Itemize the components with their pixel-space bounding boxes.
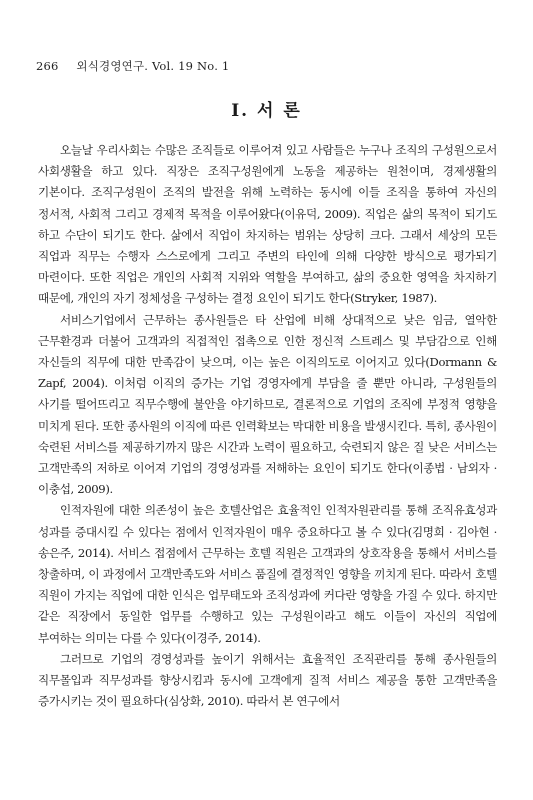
- paragraph-2: 서비스기업에서 근무하는 종사원들은 타 산업에 비해 상대적으로 낮은 임금, 열악한 근무환경과 더불어 고객과의 직접적인 접촉으로 인한 정신적 스트레스 및 부담감으로 인해 자신들의 직무에 대한 만족감이 낮으며, 이는 높은 이직의도로 이어지고 있다(Dormann & Zapf, 2004). 이처럼 이직의 증가는 기업 경영자에게 부담을 줄 뿐만 아니라, 구성원들의 사기를 떨어뜨리고 직무수행에 불안을 야기하므로, 결론적으로 기업의 조직에 부정적 영향을 미치게 된다. 또한 종사원의 이직에 따른 인력확보는 막대한 비용을 발생시킨다. 특히, 종사원이 숙련된 서비스를 제공하기까지 많은 시간과 노력이 필요하고, 숙련되지 않은 질 낮은 서비스는 고객만족의 저하로 이어져 기업의 경영성과를 저해하는 요인이 되기도 한다(이종법 · 남외자 · 이충섭, 2009).: [38, 312, 497, 497]
- page-number: 266: [36, 59, 59, 73]
- section-title: Ⅰ. 서 론: [231, 101, 302, 121]
- paragraph-3: 인적자원에 대한 의존성이 높은 호텔산업은 효율적인 인적자원관리를 통해 조직유효성과 성과를 증대시킬 수 있다는 점에서 인적자원이 매우 중요하다고 볼 수 있다(김명희 · 김아현 · 송은주, 2014). 서비스 접점에서 근무하는 호텔 직원은 고객과의 상호작용을 통해서 서비스를 창출하며, 이 과정에서 고객만족도와 서비스 품질에 결정적인 영향을 끼치게 된다. 따라서 호텔 직원이 가지는 직업에 대한 인식은 업무태도와 조직성과에 커다란 영향을 가질 수 있다. 하지만 같은 직장에서 동일한 업무를 수행하고 있는 구성원이라고 해도 이들이 자신의 직업에 부여하는 의미는 다를 수 있다(이경주, 2014).: [38, 503, 497, 645]
- body-text: [38, 140, 497, 712]
- paragraph-4: 그러므로 기업의 경영성과를 높이기 위해서는 효율적인 조직관리를 통해 종사원들의 직무몰입과 직무성과를 향상시킴과 동시에 고객에게 질적 서비스 제공을 통한 고객만족을 증가시키는 것이 필요하다(심상화, 2010). 따라서 본 연구에서: [38, 651, 497, 709]
- paragraph-1: 오늘날 우리사회는 수많은 조직들로 이루어져 있고 사람들은 누구나 조직의 구성원으로서 사회생활을 하고 있다. 직장은 조직구성원에게 노동을 제공하는 원천이며, 경제생활의 기본이다. 조직구성원이 조직의 발전을 위해 노력하는 동시에 이들 조직을 통하여 자신의 정서적, 사회적 그리고 경제적 목적을 이루어왔다(이유덕, 2009). 직업은 삶의 목적이 되기도 하고 수단이 되기도 한다. 삶에서 직업이 차지하는 범위는 상당히 크다. 그래서 세상의 모든 직업과 직무는 수행자 스스로에게 그리고 주변의 타인에 의해 다양한 방식으로 평가되기 마련이다. 또한 직업은 개인의 사회적 지위와 역할을 부여하고, 삶의 중요한 영역을 차지하기 때문에, 개인의 자기 정체성을 구성하는 결정 요인이 되기도 한다(Stryker, 1987).: [38, 143, 497, 306]
- journal-name: 외식경영연구. Vol. 19 No. 1: [76, 59, 230, 73]
- running-header: [36, 58, 229, 74]
